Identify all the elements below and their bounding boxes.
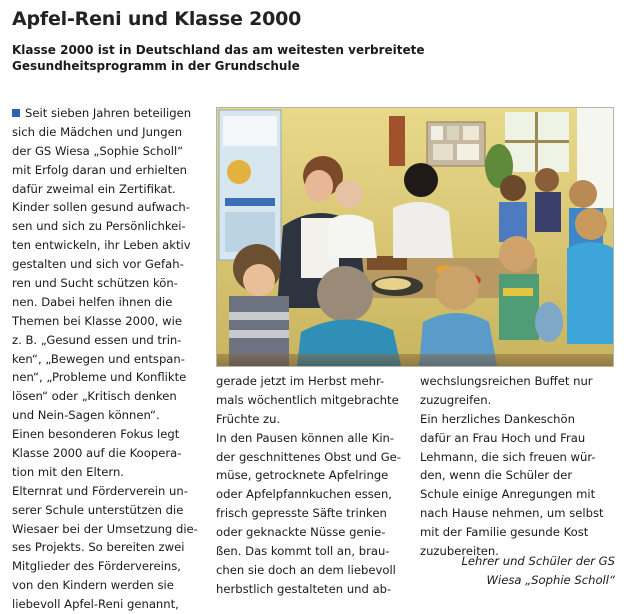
text-line: [12, 595, 202, 614]
text-line-content: den, wenn die Schüler der: [420, 468, 573, 483]
text-line-content: dafür zweimal ein Zertifikat.: [12, 181, 176, 196]
text-line-content: mit Erfolg daran und erhielten: [12, 162, 188, 177]
article-subheadline: Klasse 2000 ist in Deutschland das am weitesten verbreitete Gesundheitsprogramm in der Grundschule: [12, 43, 425, 73]
text-line-content: Seit sieben Jahren beteiligen: [25, 106, 192, 120]
text-line: [12, 501, 202, 520]
text-line: [216, 410, 411, 429]
text-line: [216, 466, 411, 485]
text-line-content: Mitglieder des Fördervereins,: [12, 559, 181, 574]
text-line: [12, 293, 202, 312]
text-line-content: oder geknackte Nüsse genie-: [216, 525, 386, 540]
text-line: [12, 255, 202, 274]
signature-line-2: Wiesa „Sophie Scholl“: [486, 572, 615, 587]
text-line: [12, 161, 202, 180]
paragraph-bullet-icon: [12, 109, 20, 117]
text-line: [12, 425, 202, 444]
text-line: [12, 104, 202, 123]
text-line: [420, 391, 620, 410]
text-line-content: Ein herzliches Dankeschön: [420, 411, 575, 426]
text-line: [216, 561, 411, 580]
text-line-content: der GS Wiesa „Sophie Scholl“: [12, 143, 184, 158]
text-line: [216, 542, 411, 561]
text-line: [12, 368, 202, 387]
article-headline: Apfel-Reni und Klasse 2000: [12, 8, 302, 30]
text-line: [12, 142, 202, 161]
text-line-content: Themen bei Klasse 2000, wie: [12, 313, 182, 328]
text-line-content: liebevoll Apfel-Reni genannt,: [12, 597, 179, 612]
text-line: [12, 350, 202, 369]
text-line: [12, 444, 202, 463]
text-line-content: serer Schule unterstützen die: [12, 502, 184, 517]
article-signature: [420, 552, 615, 590]
text-line: [420, 485, 620, 504]
text-line-content: mit der Familie gesunde Kost: [420, 525, 589, 540]
text-line-content: Früchte zu.: [216, 411, 281, 426]
text-line: [12, 538, 202, 557]
text-line-content: In den Pausen können alle Kin-: [216, 430, 395, 445]
text-line-content: Klasse 2000 auf die Koopera-: [12, 446, 182, 461]
text-line-content: tion mit den Eltern.: [12, 464, 124, 479]
text-line: [12, 520, 202, 539]
text-line-content: zuzubereiten.: [420, 544, 499, 559]
text-line-content: sich die Mädchen und Jungen: [12, 124, 183, 139]
text-line-content: Schule einige Anregungen mit: [420, 487, 596, 502]
text-line-content: und Nein-Sagen können“.: [12, 408, 160, 423]
text-line: [12, 312, 202, 331]
text-line-content: lösen“ oder „Kritisch denken: [12, 389, 177, 404]
text-line: [216, 429, 411, 448]
text-line: [12, 482, 202, 501]
text-line: [12, 387, 202, 406]
text-line-content: von den Kindern werden sie: [12, 578, 174, 593]
article-photo: [216, 107, 614, 367]
text-line-content: mals wöchentlich mitgebrachte: [216, 392, 399, 407]
text-line-content: gerade jetzt im Herbst mehr-: [216, 374, 385, 388]
text-line: [12, 331, 202, 350]
text-line: [12, 274, 202, 293]
text-line: [12, 123, 202, 142]
text-line-content: Kinder sollen gesund aufwach-: [12, 200, 190, 215]
text-line-content: chen sie doch an dem liebevoll: [216, 562, 396, 577]
text-line: [216, 372, 411, 391]
text-line: [420, 523, 620, 542]
classroom-photo-illustration: [217, 108, 613, 366]
text-line: [216, 448, 411, 467]
text-line-content: ten entwickeln, ihr Leben aktiv: [12, 238, 191, 253]
text-line-content: frisch gepresste Säfte trinken: [216, 506, 387, 521]
text-line-content: der geschnittenes Obst und Ge-: [216, 449, 401, 464]
text-line-content: Einen besonderen Fokus legt: [12, 427, 180, 442]
text-line: [216, 504, 411, 523]
text-line: [12, 576, 202, 595]
article-column-3: [420, 372, 620, 561]
text-line: [216, 391, 411, 410]
text-line: [420, 466, 620, 485]
text-line-content: ken“, „Bewegen und entspan-: [12, 351, 185, 366]
text-line-content: müse, getrocknete Apfelringe: [216, 468, 389, 483]
text-line: [12, 180, 202, 199]
text-line: [420, 410, 620, 429]
text-line-content: ren und Sucht schützen kön-: [12, 276, 178, 291]
text-line: [420, 429, 620, 448]
text-line: [420, 448, 620, 467]
text-line: [216, 523, 411, 542]
text-line-content: sen und sich zu Persönlichkei-: [12, 219, 186, 234]
text-line-content: ßen. Das kommt toll an, brau-: [216, 544, 390, 559]
text-line: [12, 217, 202, 236]
text-line: [12, 557, 202, 576]
text-line-content: nach Hause nehmen, um selbst: [420, 506, 604, 521]
text-line-content: z. B. „Gesund essen und trin-: [12, 332, 182, 347]
text-line-content: ses Projekts. So bereiten zwei: [12, 540, 185, 555]
text-line-content: nen“, „Probleme und Konflikte: [12, 370, 187, 385]
text-line-content: zuzugreifen.: [420, 392, 492, 407]
text-line: [12, 198, 202, 217]
text-line-content: dafür an Frau Hoch und Frau: [420, 430, 586, 445]
text-line-content: nen. Dabei helfen ihnen die: [12, 294, 173, 309]
article-column-1: [12, 104, 202, 614]
text-line: [420, 372, 620, 391]
text-line: [420, 504, 620, 523]
text-line-content: oder Apfelpfannkuchen essen,: [216, 487, 392, 502]
signature-line-1: Lehrer und Schüler der GS: [461, 554, 615, 568]
text-line-content: wechslungsreichen Buffet nur: [420, 374, 593, 388]
text-line: [12, 236, 202, 255]
text-line: [12, 406, 202, 425]
text-line-content: herbstlich gestalteten und ab-: [216, 581, 392, 596]
text-line-content: Lehmann, die sich freuen wür-: [420, 449, 596, 464]
article-column-2: [216, 372, 411, 599]
text-line-content: gestalten und sich vor Gefah-: [12, 257, 184, 272]
text-line: [216, 580, 411, 599]
text-line-content: Elternrat und Förderverein un-: [12, 483, 188, 498]
text-line-content: Wiesaer bei der Umsetzung die-: [12, 521, 198, 536]
text-line: [12, 463, 202, 482]
text-line: [216, 485, 411, 504]
